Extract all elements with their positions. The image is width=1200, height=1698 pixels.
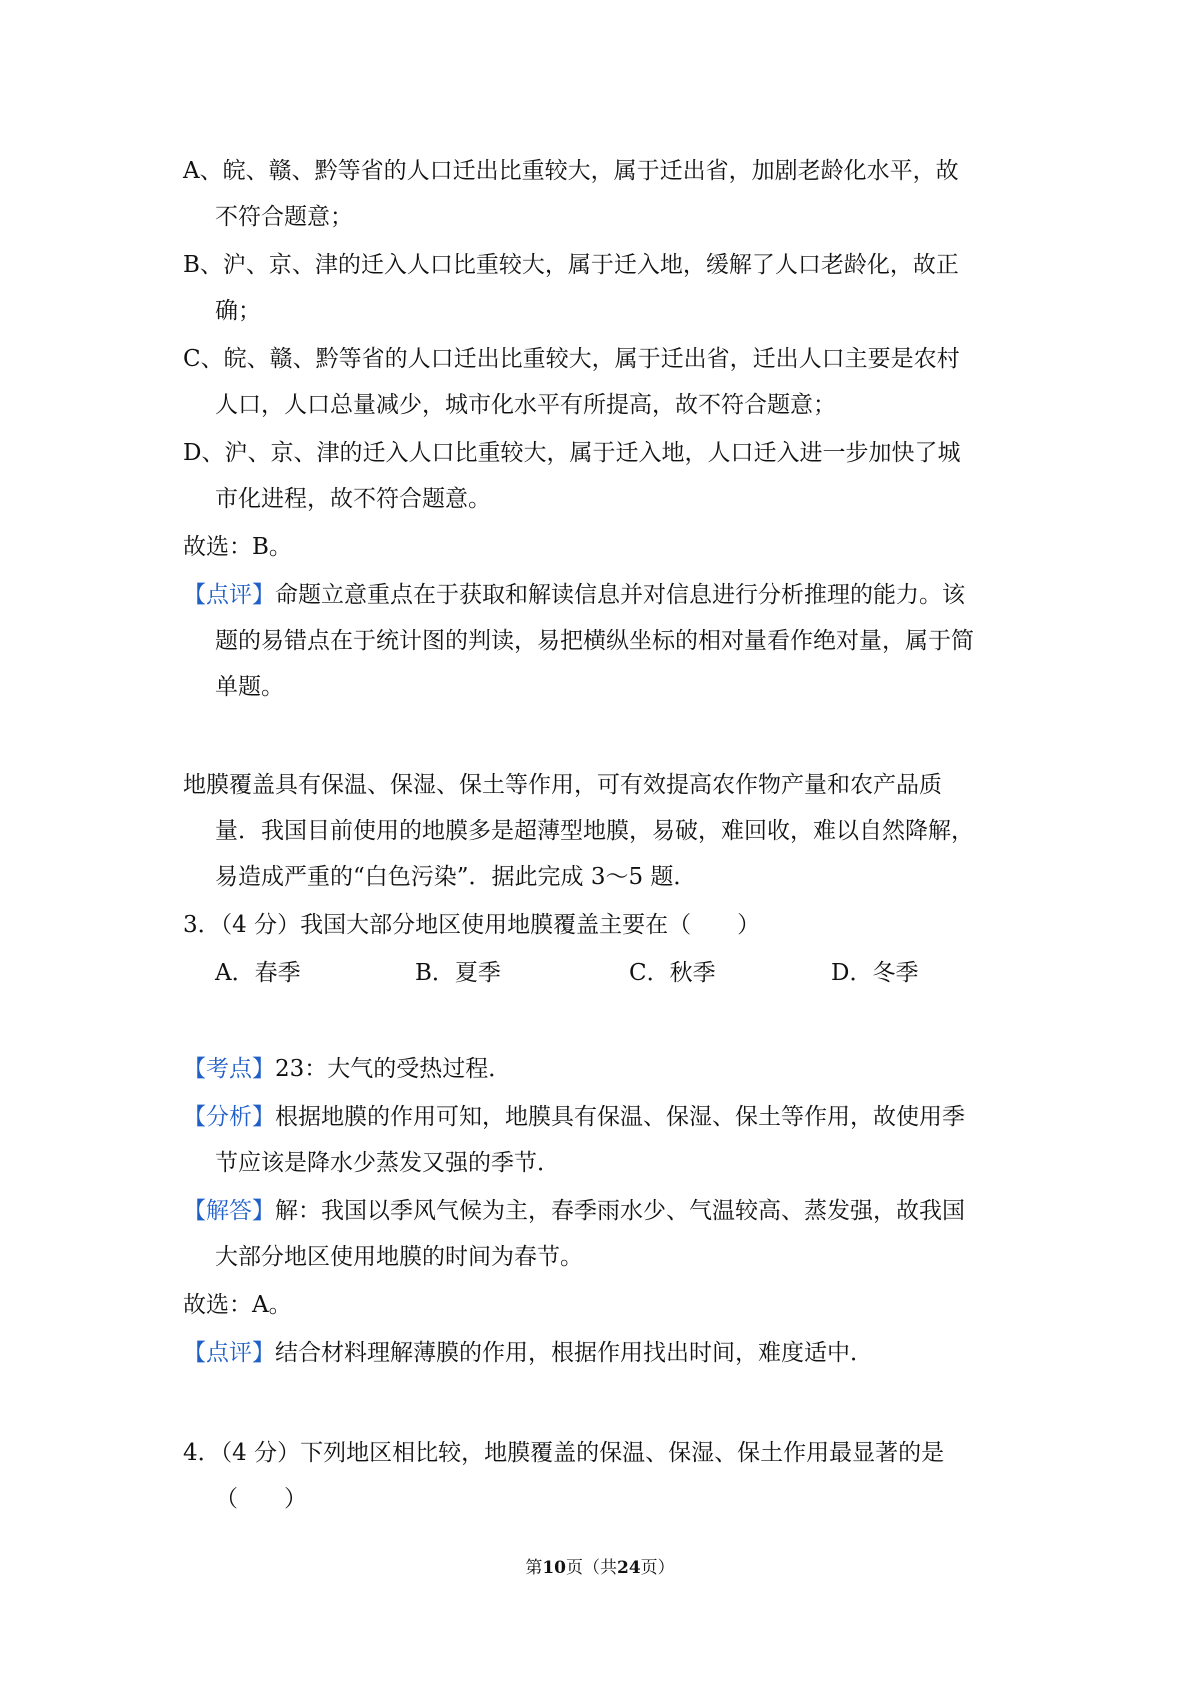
kaodian-line bbox=[183, 1054, 511, 1084]
review-text1: 命题立意重点在于获取和解读信息并对信息进行分析推理的能力。该 bbox=[275, 582, 965, 608]
q3-option-a: A．春季 bbox=[215, 960, 301, 986]
option-c-line1: C、皖、赣、黔等省的人口迁出比重较大，属于迁出省，迁出人口主要是农村 bbox=[183, 346, 960, 372]
fenxi-tag: 【分析】 bbox=[183, 1104, 275, 1130]
footer-mid: 页（共 bbox=[566, 1558, 617, 1578]
q3-review-line bbox=[183, 1338, 873, 1368]
option-a-line2: 不符合题意； bbox=[215, 204, 353, 230]
review-line3: 单题。 bbox=[215, 674, 284, 700]
q3-option-b: B．夏季 bbox=[415, 960, 501, 986]
option-b-line2: 确； bbox=[215, 298, 261, 324]
option-c-line2: 人口，人口总量减少，城市化水平有所提高，故不符合题意； bbox=[215, 392, 836, 418]
page-footer bbox=[0, 1557, 1200, 1579]
option-d-line2: 市化进程，故不符合题意。 bbox=[215, 486, 491, 512]
material-line3: 易造成严重的“白色污染”．据此完成 3～5 题． bbox=[215, 864, 697, 890]
option-d-line1: D、沪、京、津的迁入人口比重较大，属于迁入地，人口迁入进一步加快了城 bbox=[183, 440, 961, 466]
jieda-line1 bbox=[183, 1196, 965, 1226]
footer-prefix: 第 bbox=[525, 1558, 543, 1578]
answer-choice-b: 故选：B。 bbox=[183, 534, 292, 560]
q3-review-tag: 【点评】 bbox=[183, 1340, 275, 1366]
q3-option-c: C．秋季 bbox=[629, 960, 716, 986]
footer-suffix: 页） bbox=[640, 1558, 675, 1578]
fenxi-text1: 根据地膜的作用可知，地膜具有保温、保湿、保土等作用，故使用季 bbox=[275, 1104, 965, 1130]
question-3-stem: 3．（4 分）我国大部分地区使用地膜覆盖主要在（ ） bbox=[183, 912, 761, 938]
jieda-text1: 解：我国以季风气候为主，春季雨水少、气温较高、蒸发强，故我国 bbox=[275, 1198, 965, 1224]
option-b-line1: B、沪、京、津的迁入人口比重较大，属于迁入地，缓解了人口老龄化，故正 bbox=[183, 252, 959, 278]
kaodian-tag: 【考点】 bbox=[183, 1056, 275, 1082]
review-tag: 【点评】 bbox=[183, 582, 275, 608]
footer-page-number: 10 bbox=[542, 1558, 566, 1578]
material-line2: 量．我国目前使用的地膜多是超薄型地膜，易破，难回收，难以自然降解， bbox=[215, 818, 974, 844]
option-a-line1: A、皖、赣、黔等省的人口迁出比重较大，属于迁出省，加剧老龄化水平，故 bbox=[183, 158, 959, 184]
jieda-line2: 大部分地区使用地膜的时间为春节。 bbox=[215, 1244, 583, 1270]
review-line1 bbox=[183, 580, 965, 610]
question-4-stem: 4．（4 分）下列地区相比较，地膜覆盖的保温、保湿、保土作用最显著的是 bbox=[183, 1440, 945, 1466]
kaodian-text: 23：大气的受热过程． bbox=[275, 1056, 512, 1082]
q3-option-d: D．冬季 bbox=[831, 960, 919, 986]
jieda-tag: 【解答】 bbox=[183, 1198, 275, 1224]
q3-review-text: 结合材料理解薄膜的作用，根据作用找出时间，难度适中． bbox=[275, 1340, 873, 1366]
fenxi-line1 bbox=[183, 1102, 965, 1132]
answer-choice-a: 故选：A。 bbox=[183, 1292, 292, 1318]
footer-total-pages: 24 bbox=[617, 1558, 641, 1578]
material-line1: 地膜覆盖具有保温、保湿、保土等作用，可有效提高农作物产量和农产品质 bbox=[183, 772, 942, 798]
question-4-paren: （ ） bbox=[215, 1486, 307, 1512]
review-line2: 题的易错点在于统计图的判读，易把横纵坐标的相对量看作绝对量，属于简 bbox=[215, 628, 974, 654]
fenxi-line2: 节应该是降水少蒸发又强的季节． bbox=[215, 1150, 560, 1176]
